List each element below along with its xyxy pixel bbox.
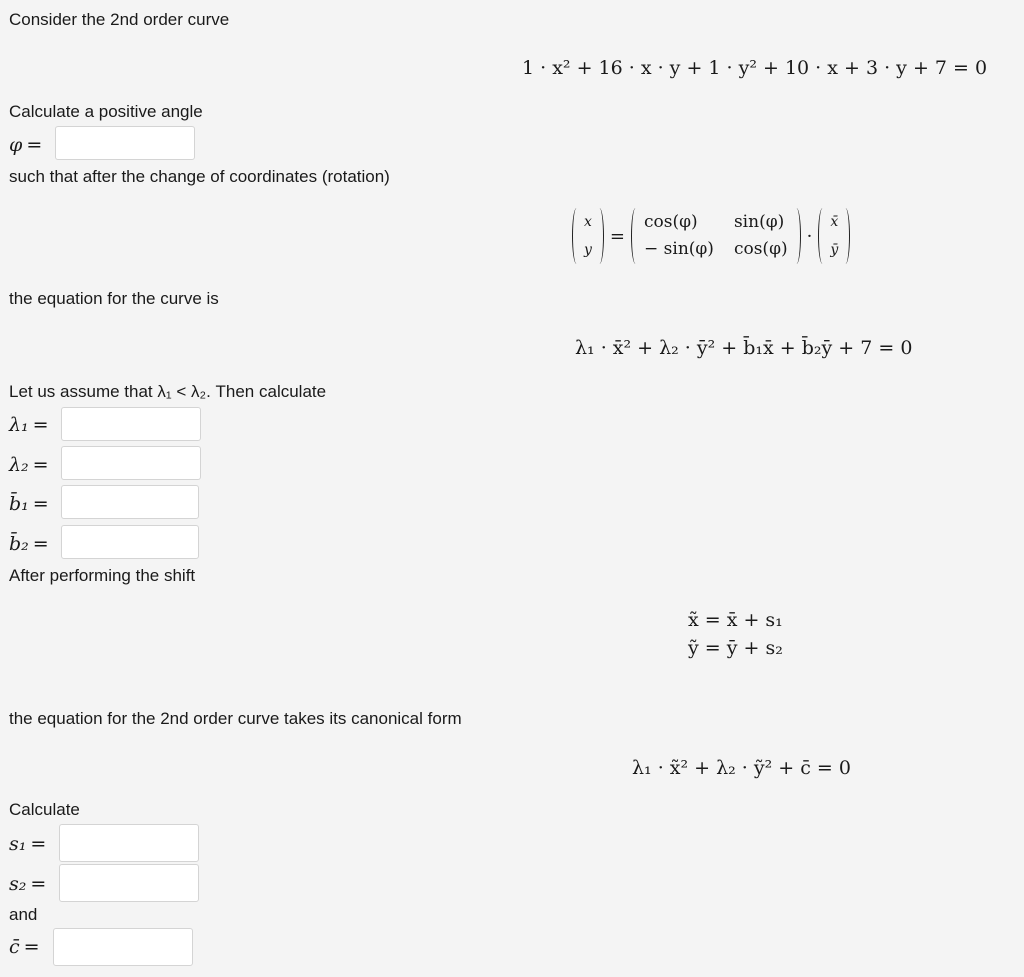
c-label: c̄ = [9,936,40,958]
b2-label: b̄₂ = [9,533,49,555]
lambda1-input[interactable] [61,407,201,441]
calculate-text: Calculate [9,800,80,819]
s1-input[interactable] [59,824,199,862]
c-input[interactable] [53,928,193,966]
b1-input[interactable] [61,485,199,519]
curve-equation: 1 · x² + 16 · x · y + 1 · y² + 10 · x + 3 · y + 7 = 0 [522,57,988,79]
b1-label: b̄₁ = [9,493,49,515]
assume-text: Let us assume that λ₁ < λ₂. Then calculate [9,382,327,401]
lambda2-input[interactable] [61,446,201,480]
lambda1-label: λ₁ = [9,414,49,436]
canonical-text: the equation for the 2nd order curve takes its canonical form [9,709,462,728]
b2-input[interactable] [61,525,199,559]
rotation-equation: x y = cos(φ) sin(φ) − sin(φ) cos(φ) · x̄ ȳ [572,204,850,268]
shift-y-equation: ỹ = ȳ + s₂ [688,637,783,659]
intro-text: Consider the 2nd order curve [9,10,230,29]
rotated-equation: λ₁ · x̄² + λ₂ · ȳ² + b̄₁x̄ + b̄₂ȳ + 7 = 0 [575,337,913,359]
calc-angle-text: Calculate a positive angle [9,102,203,121]
and-text: and [9,905,38,924]
equation-is-text: the equation for the curve is [9,289,219,308]
rhs-vector: x̄ ȳ [818,208,850,264]
such-that-text: such that after the change of coordinates (rotation) [9,167,390,186]
shift-x-equation: x̃ = x̄ + s₁ [688,609,783,631]
s1-label: s₁ = [9,833,47,855]
s2-input[interactable] [59,864,199,902]
s2-label: s₂ = [9,873,47,895]
lhs-vector: x y [572,208,604,264]
canonical-equation: λ₁ · x̃² + λ₂ · ỹ² + c̄ = 0 [632,757,851,779]
rotation-matrix: cos(φ) sin(φ) − sin(φ) cos(φ) [631,208,801,264]
phi-label: φ = [9,134,43,156]
lambda2-label: λ₂ = [9,454,49,476]
after-shift-text: After performing the shift [9,566,196,585]
phi-input[interactable] [55,126,195,160]
